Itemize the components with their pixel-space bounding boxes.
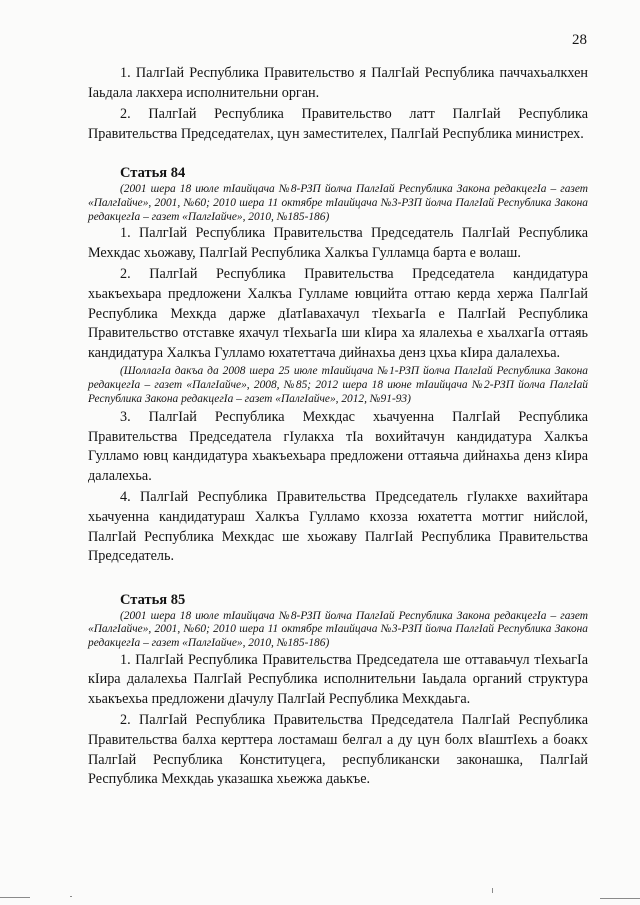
article-heading-85: Статья 85 bbox=[120, 591, 186, 608]
scan-mark bbox=[0, 897, 30, 898]
paragraph-85-2: 2. ПалгIай Республика Правительства Председатела ПалгIай Республика Правительства балха керттера лостамаш белгал а ду цун болх вIаштIехь а боакх ПалгIай Республика Конституцега, республикански законашка, ПалгIай Республика Мехкдаь указашка хьежжа даькъе. bbox=[88, 712, 588, 788]
paragraph-84-3: 3. ПалгIай Республика Мехкдас хьачуенна ПалгIай Республика Правительства Председатела гIулакха тIа вохийтачун кандидатура Халкъа Гулламо ювц кандидатура хьакъехьара предложени оттаяьча дийнахьа денз кIира далалехьа. bbox=[88, 409, 588, 484]
scan-mark bbox=[492, 888, 493, 893]
paragraph-84-1: 1. ПалгIай Республика Правительства Председатель ПалгIай Республика Мехкдас хьожаву, ПалгIай Республика Халкъа Гулламца барта е волаш. bbox=[88, 225, 588, 261]
amendment-note-85: (2001 шера 18 июле тIаийцача №8-РЗП йолча ПалгIай Республика Закона редакцегIа – газет «ПалгIайче», 2001, №60; 2010 шера 11 октябре тIаийцача №3-РЗП йолча ПалгIай Республика Закона редакцегIа – газет «ПалгIайче», 2010, №185-186) bbox=[88, 609, 588, 650]
amendment-note-84: (2001 шера 18 июле тIаийцача №8-РЗП йолча ПалгIай Республика Закона редакцегIа – газет «ПалгIайче», 2001, №60; 2010 шера 11 октябре тIаийцача №3-РЗП йолча ПалгIай Республика Закона редакцегIа – газет «ПалгIайче», 2010, №185-186) bbox=[88, 183, 588, 223]
paragraph-84-2: 2. ПалгIай Республика Правительства Председатела кандидатура хьакъехьара предложени Халкъа Гулламе ювцийта оттаю керда хержа ПалгIай Республика Мехкда дарже дIатIавахачул тIехьагIа е ПалгIай Республика Правительство отставке яхачул тIехьагIа ши кIира ха ялалехьа е хьалхагIа оттаяь кандидатура Халкъа Гулламо юхатеттача дийнахьа денз цхьа кIира далалехьа. bbox=[88, 266, 588, 361]
paragraph-84-4: 4. ПалгIай Республика Правительства Председатель гIулакхе вахийтара хьачуенна кандидатураш Халкъа Гулламо кхозза юхатетта моттиг нийслой, ПалгIай Республика Мехкдас ше хьожаву ПалгIай Республика Правительства Председатель. bbox=[88, 489, 588, 565]
article-heading-84: Статья 84 bbox=[120, 165, 186, 182]
scan-artifacts bbox=[0, 875, 640, 905]
paragraph-85-1: 1. ПалгIай Республика Правительства Председатела ше оттаваьчул тIехьагIа кIира далалехьа ПалгIай Республика исполнительни Iаьдала органий структура хьакъехьа предложени дIачулу ПалгIай Республика Мехкдаьга. bbox=[88, 651, 588, 707]
paragraph-83-2: 2. ПалгIай Республика Правительство латт ПалгIай Республика Правительства Председателах, цун заместителех, ПалгIай Республика министрех. bbox=[88, 106, 588, 142]
amendment-note-84-2: (ШоллагIа дакъа да 2008 шера 25 июле тIаийцача №1-РЗП йолча ПалгIай Республика Закона редакцегIа – газет «ПалгIайче», 2008, №85; 2012 шера 18 июне тIаийцача №2-РЗП йолча ПалгIай Республика Закона редакцегIа – газет «ПалгIайче», 2012, №91-93) bbox=[88, 365, 588, 405]
scan-mark bbox=[600, 898, 640, 899]
paragraph-83-1: 1. ПалгIай Республика Правительство я ПалгIай Республика паччахьалкхен Iаьдала лакхера исполнительни орган. bbox=[88, 65, 588, 101]
scan-mark bbox=[70, 896, 72, 897]
page-number: 28 bbox=[572, 32, 587, 48]
document-body bbox=[88, 64, 588, 790]
